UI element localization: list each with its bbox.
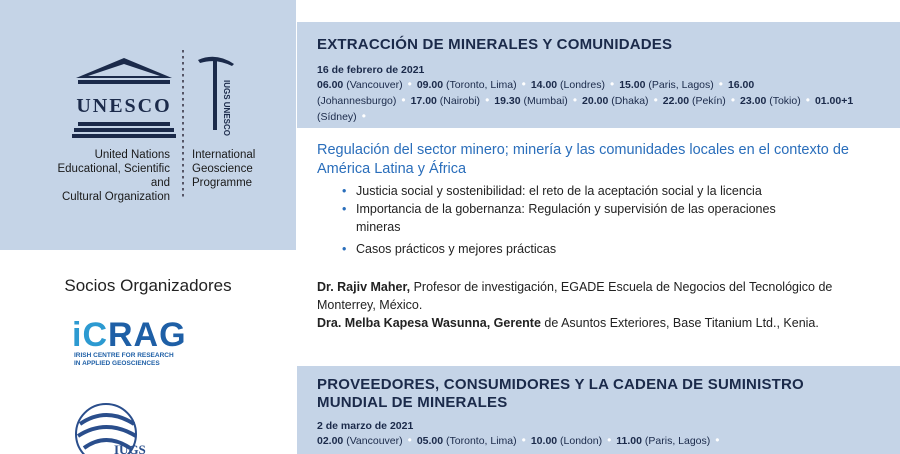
bullet-separator: • xyxy=(361,109,366,123)
bullet-separator: • xyxy=(401,93,406,107)
time-place: (Toronto, Lima) xyxy=(443,79,517,91)
topic-bullet-list xyxy=(340,182,880,258)
bullet-separator: • xyxy=(407,77,412,91)
session-2-title-line: MUNDIAL DE MINERALES xyxy=(317,394,508,411)
unesco-name-line: Educational, Scientific and xyxy=(57,163,170,189)
bullet-separator: • xyxy=(805,93,810,107)
session-2-title-line: PROVEEDORES, CONSUMIDORES Y LA CADENA DE SUMINISTRO xyxy=(317,376,804,393)
time-place: (Nairobi) xyxy=(436,95,481,107)
session-2-times xyxy=(317,433,877,449)
time-entry xyxy=(663,95,726,107)
session-1-date: 16 de febrero de 2021 xyxy=(317,64,425,76)
time-entry xyxy=(417,435,517,447)
bullet-separator: • xyxy=(607,433,612,447)
time-place: (Paris, Lagos) xyxy=(641,435,711,447)
iugs-hammer-logo xyxy=(192,50,238,140)
time-entry xyxy=(494,95,568,107)
igp-name-line: Geoscience xyxy=(192,163,253,175)
bullet-separator: • xyxy=(715,433,720,447)
time-place: (Toronto, Lima) xyxy=(443,435,517,447)
time-place: (Londres) xyxy=(557,79,605,91)
time-entry xyxy=(616,435,710,447)
speaker-1 xyxy=(317,278,887,314)
session-1-header xyxy=(297,22,900,128)
speaker-2 xyxy=(317,314,887,332)
iugs-vertical-mark: IUGS UNESCO xyxy=(222,80,231,137)
time-place: (Vancouver) xyxy=(343,79,403,91)
speakers-block xyxy=(317,278,887,332)
time-value: 02.00 xyxy=(317,435,344,447)
bullet-separator: • xyxy=(521,433,526,447)
icrag-tagline: IRISH CENTRE FOR RESEARCH xyxy=(74,352,174,359)
bullet-separator: • xyxy=(407,433,412,447)
time-entry xyxy=(582,95,649,107)
time-place: (Mumbai) xyxy=(520,95,568,107)
time-entry xyxy=(531,79,605,91)
icrag-word-b: RAG xyxy=(108,316,187,354)
socios-heading: Socios Organizadores xyxy=(64,276,232,295)
bullet-separator: • xyxy=(572,93,578,107)
bullet-separator: • xyxy=(521,77,526,91)
bullet-separator: • xyxy=(718,77,723,91)
igp-name-line: Programme xyxy=(192,177,253,189)
speaker-1-name: Dr. Rajiv Maher, xyxy=(317,280,411,294)
igp-org-name xyxy=(192,148,282,190)
time-entry xyxy=(417,79,517,91)
time-value: 19.30 xyxy=(494,95,521,107)
time-value: 10.00 xyxy=(530,435,558,447)
time-value: 16.00 xyxy=(727,79,755,91)
bullet-separator: • xyxy=(730,93,736,107)
time-place: (Paris, Lagos) xyxy=(645,79,714,91)
time-value: 14.00 xyxy=(530,79,558,91)
time-value: 09.00 xyxy=(416,79,444,91)
time-value: 23.00 xyxy=(740,95,767,107)
session-2-title xyxy=(317,376,804,412)
bullet-separator: • xyxy=(653,93,658,107)
bullet-separator: • xyxy=(609,77,615,91)
speaker-1-desc: Profesor de investigación, EGADE Escuela de Negocios del Tecnológico de Monterrey, México. xyxy=(317,280,833,312)
time-value: 20.00 xyxy=(582,95,609,107)
icrag-tagline: IN APPLIED GEOSCIENCES xyxy=(74,360,160,367)
time-entry xyxy=(531,435,602,447)
time-place: (Vancouver) xyxy=(343,435,403,447)
time-value: 17.00 xyxy=(410,95,437,107)
list-item: • Importancia de la gobernanza: Regulación y supervisión de las operaciones mineras xyxy=(340,200,796,236)
unesco-wordmark: UNESCO xyxy=(76,95,172,117)
session-1-title: EXTRACCIÓN DE MINERALES Y COMUNIDADES xyxy=(317,36,673,53)
icrag-logo xyxy=(72,318,222,368)
time-place: (Sídney) xyxy=(317,111,357,123)
unesco-name-line: United Nations xyxy=(94,149,170,161)
list-item: • Casos prácticos y mejores prácticas xyxy=(340,240,880,258)
time-value: 06.00 xyxy=(317,79,344,91)
unesco-org-name xyxy=(40,148,170,204)
time-entry xyxy=(740,95,801,107)
time-value: 01.00+1 xyxy=(814,95,854,107)
time-place: (Pekín) xyxy=(689,95,726,107)
session-2-header xyxy=(297,366,900,454)
iugs-globe-text: IUGS xyxy=(114,442,146,454)
list-item: • Justicia social y sostenibilidad: el reto de la aceptación social y la licencia xyxy=(340,182,880,200)
session-topic-title: Regulación del sector minero; minería y las comunidades locales en el contexto de América Latina y África xyxy=(317,142,849,177)
time-entry xyxy=(317,79,403,91)
time-place: (Johannesburgo) xyxy=(317,95,397,107)
icrag-wordmark xyxy=(72,318,222,352)
iugs-globe-logo xyxy=(68,394,148,454)
session-2-date: 2 de marzo de 2021 xyxy=(317,420,414,432)
igp-name-line: International xyxy=(192,149,256,161)
unesco-name-line: Cultural Organization xyxy=(61,191,170,203)
time-entry xyxy=(411,95,480,107)
session-1-times xyxy=(317,77,877,125)
time-place: (London) xyxy=(557,435,603,447)
time-place: (Dhaka) xyxy=(608,95,649,107)
time-value: 05.00 xyxy=(416,435,444,447)
icrag-word-a: iC xyxy=(72,316,108,354)
speaker-2-desc: de Asuntos Exteriores, Base Titanium Ltd., Kenia. xyxy=(540,316,819,330)
time-value: 15.00 xyxy=(619,79,646,91)
time-entry xyxy=(317,435,403,447)
dotted-separator xyxy=(182,50,184,200)
time-value: 22.00 xyxy=(662,95,690,107)
time-value: 11.00 xyxy=(616,435,642,447)
time-place: (Tokio) xyxy=(766,95,801,107)
left-panel-top xyxy=(0,0,296,250)
time-entry xyxy=(619,79,714,91)
unesco-temple-logo xyxy=(72,56,176,138)
speaker-2-name: Dra. Melba Kapesa Wasunna, Gerente xyxy=(317,316,541,330)
bullet-separator: • xyxy=(485,93,490,107)
